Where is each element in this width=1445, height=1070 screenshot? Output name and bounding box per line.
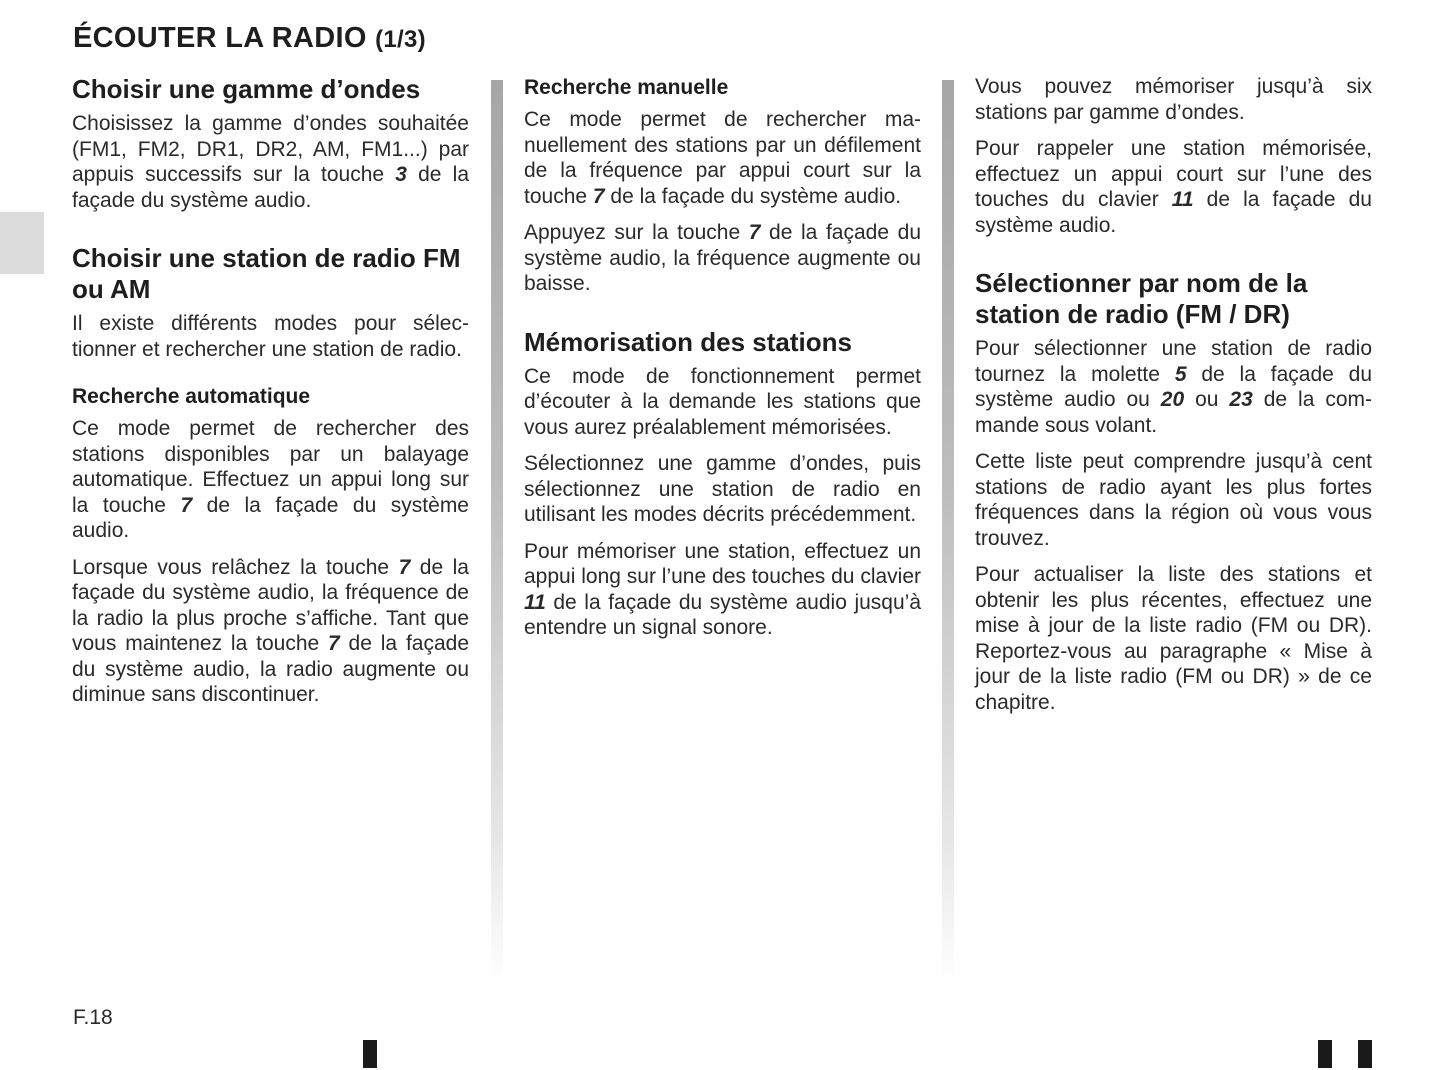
paragraph-memorisation-2: Sélectionnez une gamme d’ondes, puis sélectionnez une station de radio en utilisant les modes décrits précédemment.: [524, 452, 921, 526]
column-2: [524, 74, 921, 652]
chapter-tab: [0, 212, 44, 274]
page-number: F.18: [73, 1006, 113, 1029]
paragraph-select-by-name-1: Pour sélectionner une station de radio tournez la molette 5 de la façade du système audio ou 20 ou 23 de la commande sous volant.: [975, 337, 1373, 437]
paragraph-recall-station: Pour rappeler une station mémorisée, effectuez un appui court sur l’une des touches du clavier 11 de la façade du système audio.: [975, 137, 1372, 237]
crop-mark: [1318, 1040, 1332, 1068]
key-number: 11: [1171, 188, 1194, 211]
column-divider: [942, 80, 954, 985]
paragraph-memorisation-3: Pour mémoriser une station, effectuez un appui long sur l’une des touches du clavier 11 de la façade du système audio jusqu’à entendre un signal sonore.: [524, 539, 921, 639]
heading-choose-station: Choisir une station de radio FM ou AM: [72, 243, 461, 304]
page-title: [73, 22, 426, 55]
crop-mark: [1358, 1040, 1372, 1068]
paragraph-auto-search-2: Lorsque vous relâchez la touche 7 de la façade du système audio, la fréquence de la radio la plus proche s’affiche. Tant que vous maintenez la touche 7 de la façade du système audio, la radio augmente ou diminue sans discontinuer.: [72, 555, 470, 706]
key-number: 7: [398, 555, 411, 579]
title-text: ÉCOUTER LA RADIO: [73, 22, 367, 54]
heading-select-by-name: Sélectionner par nom de la station de radio (FM / DR): [975, 268, 1308, 329]
heading-auto-search: Recherche automatique: [72, 385, 311, 408]
key-number: 3: [395, 163, 407, 186]
key-number: 11: [524, 590, 546, 614]
paragraph-select-by-name-3: Pour actualiser la liste des stations et obtenir les plus récentes, effectuez une mise à jour de la liste radio (FM ou DR). Reportez-vous au paragraphe « Mise à jour de la liste radio (FM ou DR) » de ce chapitre.: [975, 563, 1372, 714]
key-number: 20: [1160, 388, 1185, 411]
paragraph-manual-search-2: Appuyez sur la touche 7 de la façade du système audio, la fréquence augmente ou baisse.: [524, 221, 921, 295]
paragraph-six-stations: Vous pouvez mémoriser jusqu’à six stations par gamme d’ondes.: [975, 75, 1372, 124]
heading-choose-band: Choisir une gamme d’ondes: [72, 74, 421, 104]
key-number: 23: [1229, 388, 1253, 411]
paragraph-auto-search-1: Ce mode permet de rechercher des stations disponibles par un balayage automatique. Effectuez un appui long sur la touche 7 de la façade du système audio.: [72, 417, 469, 542]
key-number: 5: [1174, 362, 1187, 386]
paragraph-choose-band: Choisissez la gamme d’ondes souhaitée (FM1, FM2, DR1, DR2, AM, FM1...) par appuis successifs sur la touche 3 de la façade du système audio.: [72, 112, 469, 212]
column-3: [975, 74, 1372, 726]
key-number: 7: [592, 184, 605, 208]
paragraph-choose-station: Il existe différents modes pour sélectionner et rechercher une station de radio.: [72, 312, 469, 361]
column-divider: [491, 80, 503, 985]
heading-manual-search: Recherche manuelle: [524, 76, 729, 99]
column-1: [72, 74, 469, 719]
crop-mark: [363, 1040, 377, 1068]
key-number: 7: [328, 632, 340, 655]
key-number: 7: [180, 493, 193, 517]
title-part: (1/3): [375, 26, 426, 53]
paragraph-select-by-name-2: Cette liste peut comprendre jusqu’à cent stations de radio ayant les plus fortes fréquences dans la région où vous vous trouvez.: [975, 450, 1372, 550]
heading-memorisation: Mémorisation des stations: [524, 326, 852, 357]
paragraph-memorisation-1: Ce mode de fonctionnement permet d’écouter à la demande les stations que vous aurez préalablement mémorisées.: [524, 364, 921, 439]
paragraph-manual-search-1: Ce mode permet de rechercher manuellement des stations par un défilement de la fréquence par appui court sur la touche 7 de la façade du système audio.: [524, 108, 921, 208]
key-number: 7: [748, 221, 761, 244]
